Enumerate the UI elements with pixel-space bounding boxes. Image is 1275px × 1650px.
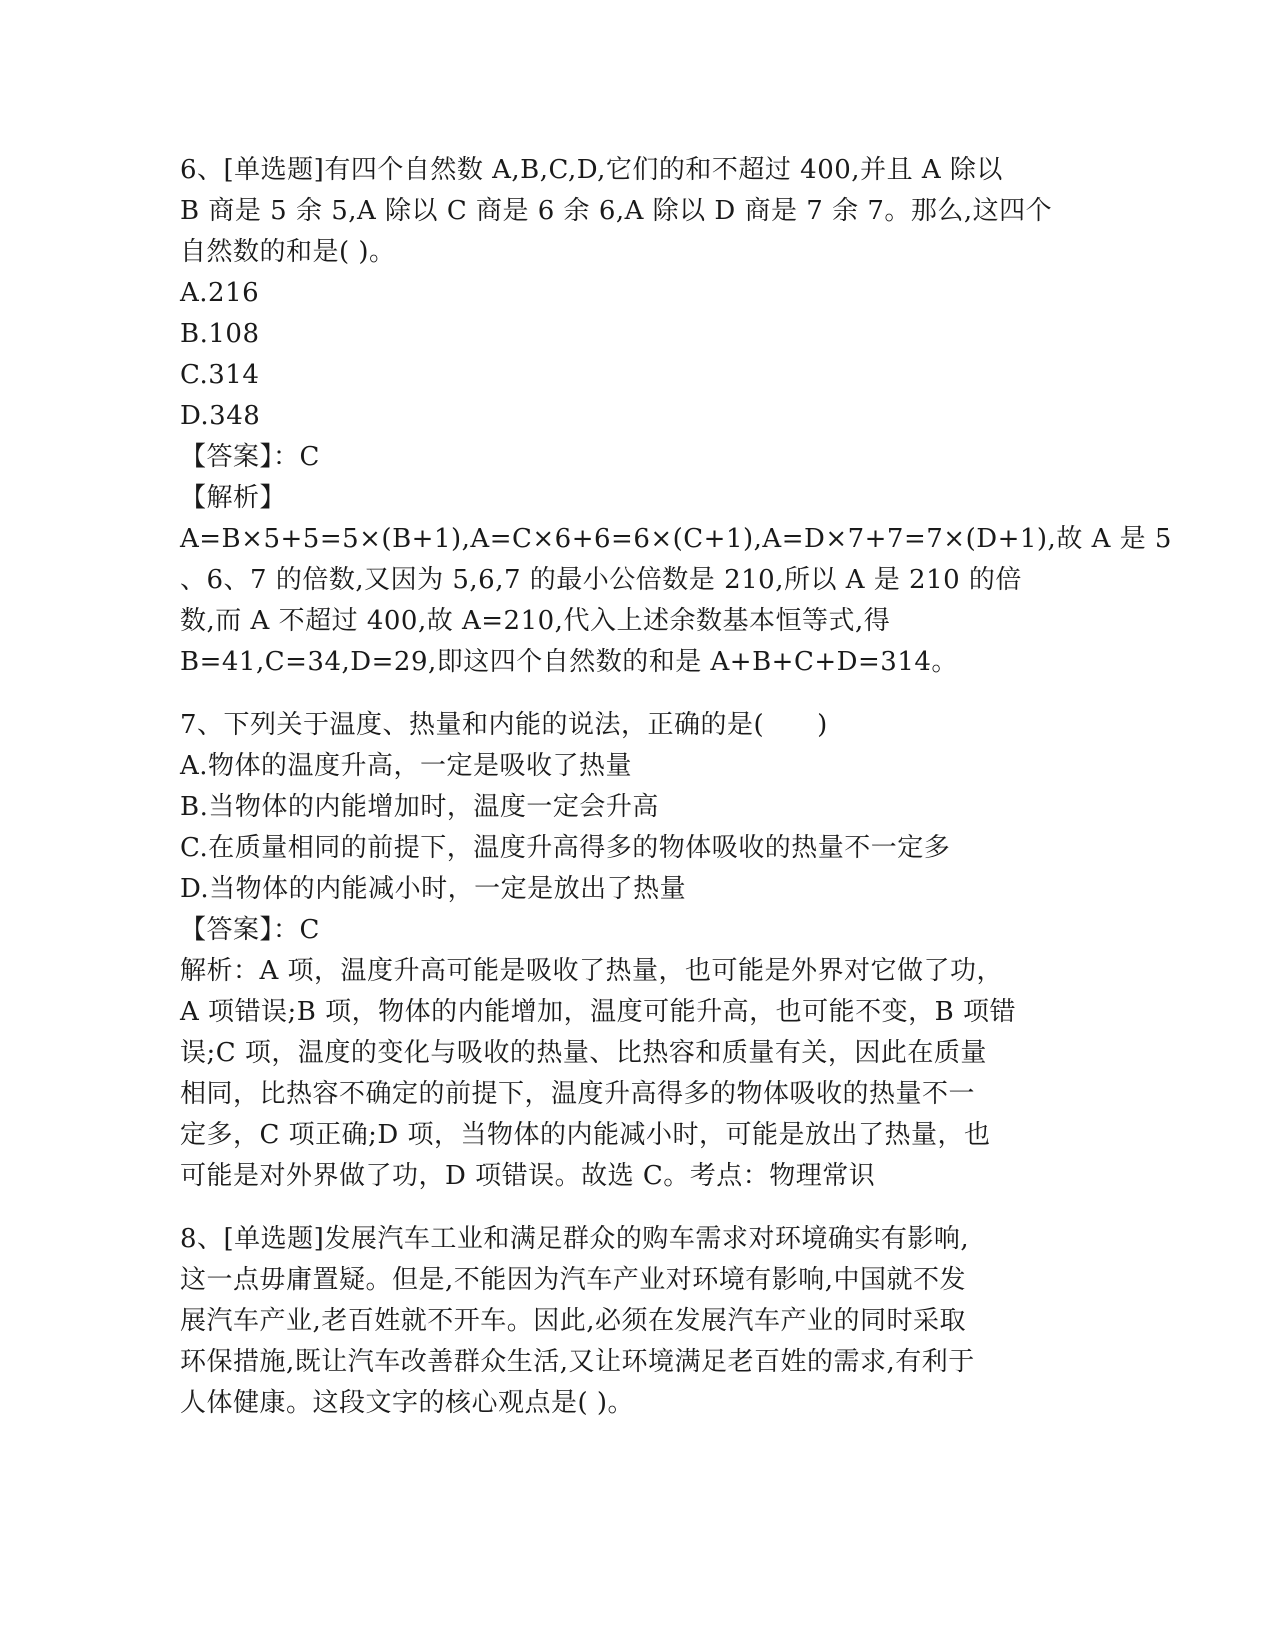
question-stem-line: 8、[单选题]发展汽车工业和满足群众的购车需求对环境确实有影响, (180, 1224, 970, 1254)
option-b: B.108 (180, 319, 260, 349)
question-stem-line: 人体健康。这段文字的核心观点是( )。 (180, 1388, 635, 1418)
analysis-line: B=41,C=34,D=29,即这四个自然数的和是 A+B+C+D=314。 (180, 647, 958, 677)
option-d: D.348 (180, 401, 261, 431)
answer-line: 【答案】：C (180, 915, 320, 945)
question-divider-space (180, 1197, 1060, 1219)
question-stem-line: 7、下列关于温度、热量和内能的说法，正确的是( ) (180, 710, 828, 740)
analysis-line: 、6、7 的倍数,又因为 5,6,7 的最小公倍数是 210,所以 A 是 210 的倍 (180, 565, 1022, 595)
analysis-line: 解析：A 项，温度升高可能是吸收了热量，也可能是外界对它做了功， (180, 956, 1004, 986)
question-stem-line: 自然数的和是( )。 (180, 237, 396, 267)
question-8 (180, 1219, 1060, 1424)
document-page (180, 150, 1172, 1424)
analysis-line: 误;C 项，温度的变化与吸收的热量、比热容和质量有关，因此在质量 (180, 1038, 987, 1068)
analysis-line: 数,而 A 不超过 400,故 A=210,代入上述余数基本恒等式,得 (180, 606, 891, 636)
question-7 (180, 705, 1060, 1197)
question-stem-line: 展汽车产业,老百姓就不开车。因此,必须在发展汽车产业的同时采取 (180, 1306, 967, 1336)
analysis-line: 可能是对外界做了功，D 项错误。故选 C。考点：物理常识 (180, 1161, 876, 1191)
question-stem-line: 这一点毋庸置疑。但是,不能因为汽车产业对环境有影响,中国就不发 (180, 1265, 967, 1295)
option-a: A.216 (180, 278, 260, 308)
question-6 (180, 150, 1172, 683)
question-stem-line: 6、[单选题]有四个自然数 A,B,C,D,它们的和不超过 400,并且 A 除以 (180, 155, 1003, 185)
option-c: C.314 (180, 360, 260, 390)
analysis-label: 【解析】 (180, 483, 287, 513)
option-a: A.物体的温度升高，一定是吸收了热量 (180, 751, 633, 781)
question-stem-line: B 商是 5 余 5,A 除以 C 商是 6 余 6,A 除以 D 商是 7 余 7。那么,这四个 (180, 196, 1053, 226)
answer-line: 【答案】：C (180, 442, 320, 472)
analysis-line: A=B×5+5=5×(B+1),A=C×6+6=6×(C+1),A=D×7+7=7×(D+1),故 A 是 5 (180, 524, 1172, 554)
question-stem-line: 环保措施,既让汽车改善群众生活,又让环境满足老百姓的需求,有利于 (180, 1347, 975, 1377)
analysis-line: 定多，C 项正确;D 项，当物体的内能减小时，可能是放出了热量，也 (180, 1120, 991, 1150)
option-d: D.当物体的内能减小时，一定是放出了热量 (180, 874, 687, 904)
question-divider-space (180, 683, 1060, 705)
analysis-line: A 项错误;B 项，物体的内能增加，温度可能升高，也可能不变，B 项错 (180, 997, 1017, 1027)
option-b: B.当物体的内能增加时，温度一定会升高 (180, 792, 659, 822)
analysis-line: 相同，比热容不确定的前提下，温度升高得多的物体吸收的热量不一 (180, 1079, 976, 1109)
option-c: C.在质量相同的前提下，温度升高得多的物体吸收的热量不一定多 (180, 833, 951, 863)
